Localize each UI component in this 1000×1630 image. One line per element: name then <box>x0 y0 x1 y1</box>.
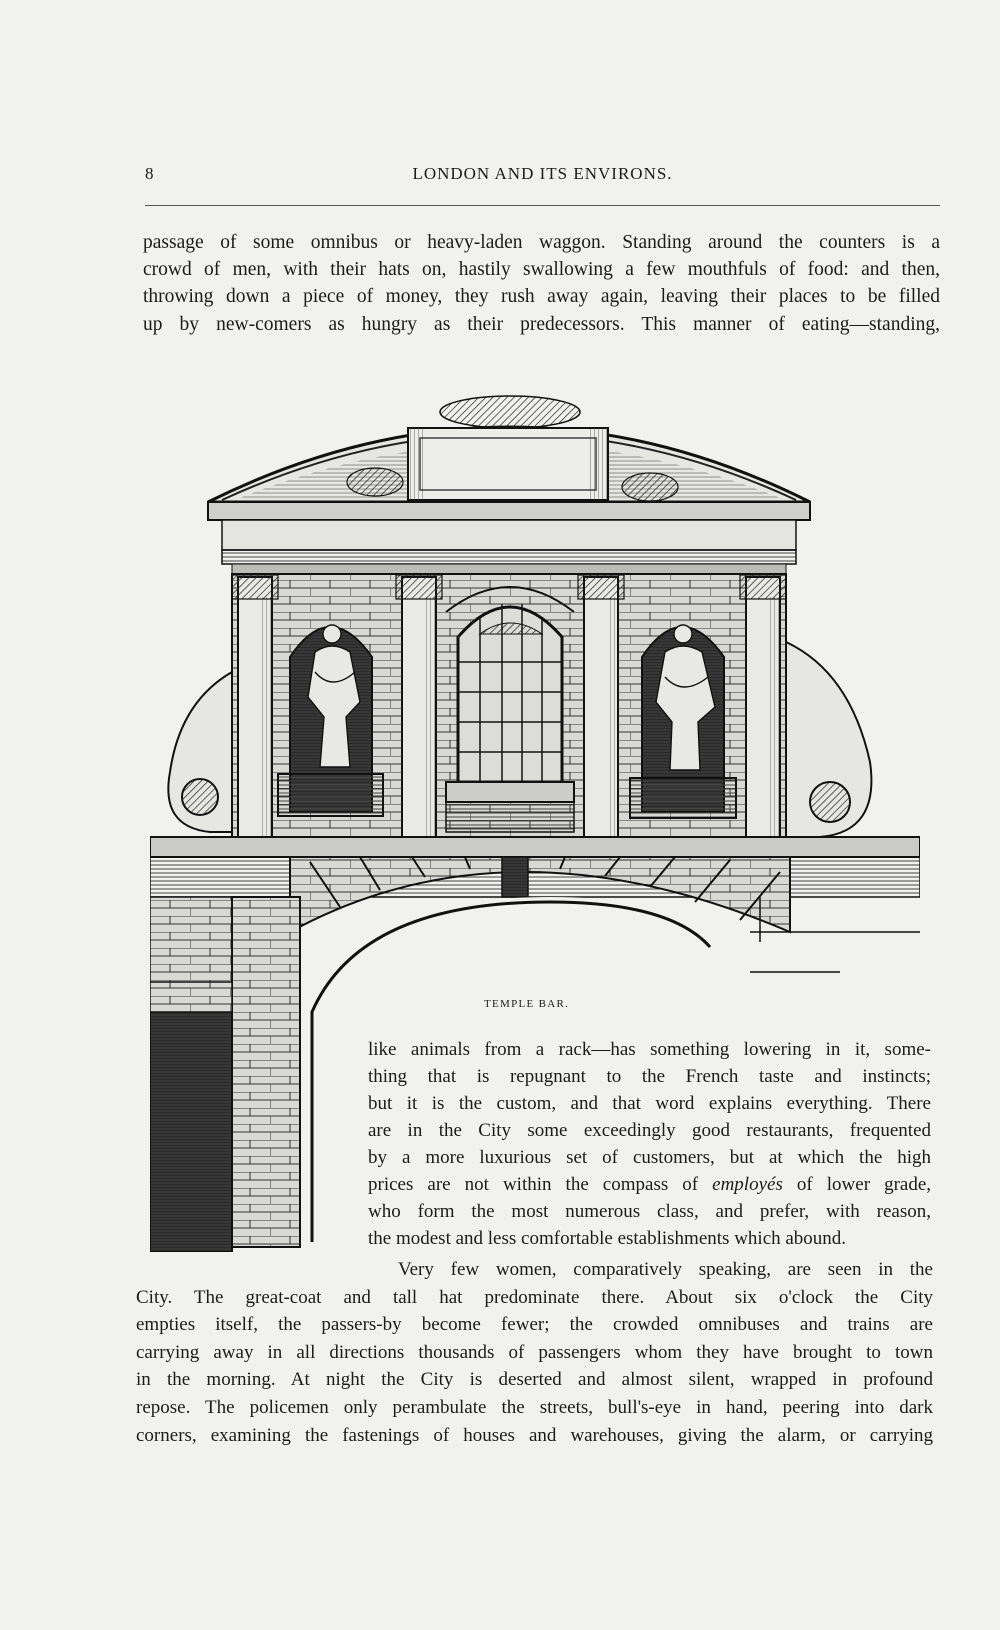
text-line: Very few women, comparatively speaking, are seen in the <box>398 1259 933 1280</box>
text-line: throwing down a piece of money, they rush away again, leaving their places to be filled <box>143 286 940 308</box>
paragraph-right-of-figure <box>368 1036 931 1252</box>
text-line: empties itself, the passers-by become fewer; the crowded omnibuses and trains are <box>136 1314 933 1336</box>
text-line: by a more luxurious set of customers, but at which the high <box>368 1147 931 1168</box>
paragraph-bottom <box>136 1256 933 1449</box>
text-line: repose. The policemen only perambulate the streets, bull's-eye in hand, peering into dark <box>136 1396 933 1418</box>
text-line: passage of some omnibus or heavy-laden waggon. Standing around the counters is a <box>143 232 940 253</box>
text-line: crowd of men, with their hats on, hastily swallowing a few mouthfuls of food: and then, <box>143 259 940 281</box>
text-line: are in the City some exceedingly good restaurants, frequented <box>368 1120 931 1141</box>
text-line: who form the most numerous class, and prefer, with reason, <box>368 1201 931 1222</box>
figure-caption: TEMPLE BAR. <box>484 998 570 1010</box>
page-number: 8 <box>145 164 155 183</box>
text-line: the modest and less comfortable establishments which abound. <box>368 1228 847 1249</box>
header-rule <box>145 205 940 206</box>
paragraph-top <box>143 229 940 338</box>
text-line: up by new-comers as hungry as their predecessors. This manner of eating—standing, <box>143 313 940 335</box>
running-head <box>145 164 940 190</box>
text-line: corners, examining the fastenings of houses and warehouses, giving the alarm, or carrying <box>136 1424 933 1446</box>
text-segment: prices are not within the compass of <box>368 1174 699 1195</box>
running-title: LONDON AND ITS ENVIRONS. <box>412 164 673 183</box>
text-line <box>368 1171 931 1198</box>
text-line: in the morning. At night the City is deserted and almost silent, wrapped in profound <box>136 1369 933 1391</box>
text-segment: of lower grade, <box>796 1174 932 1195</box>
text-line: City. The great-coat and tall hat predominate there. About six o'clock the City <box>136 1286 933 1308</box>
text-line: like animals from a rack—has something lowering in it, some- <box>368 1039 931 1060</box>
text-line: thing that is repugnant to the French taste and instincts; <box>368 1066 931 1087</box>
text-line: but it is the custom, and that word explains everything. There <box>368 1093 931 1114</box>
italic-word: employés <box>712 1174 783 1195</box>
text-line: carrying away in all directions thousands of passengers whom they have brought to town <box>136 1341 933 1363</box>
